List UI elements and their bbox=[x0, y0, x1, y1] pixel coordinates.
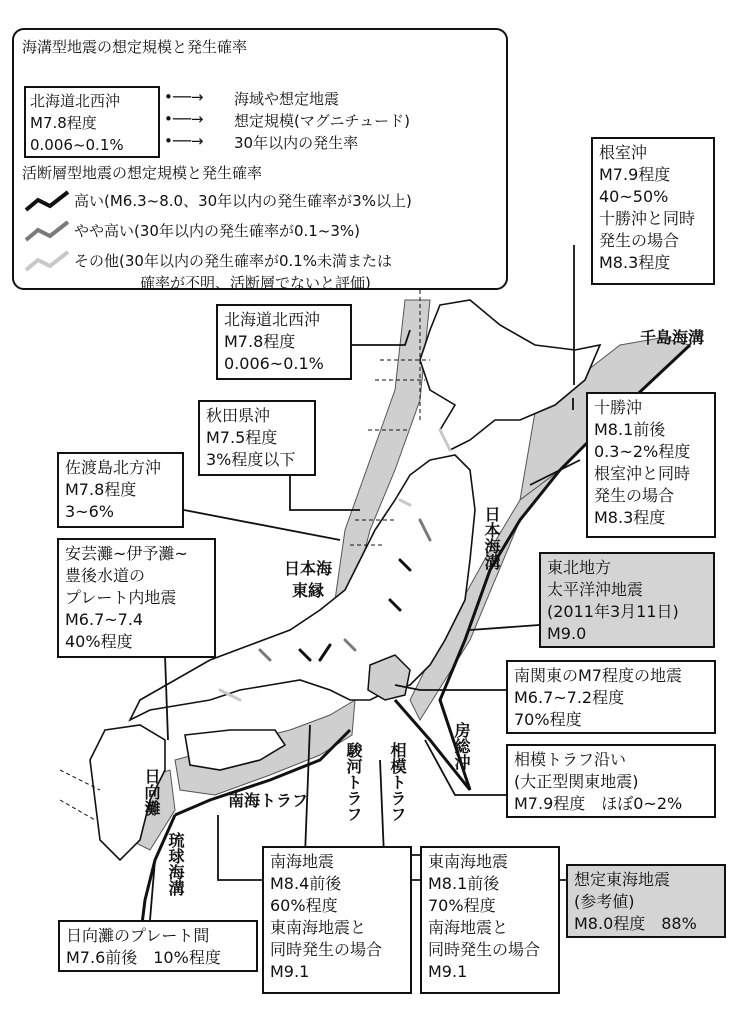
label-hyuga-nada: 日向灘 bbox=[142, 768, 161, 816]
callout-akita bbox=[198, 400, 316, 476]
nemuro-line-2: M7.9程度 bbox=[599, 165, 671, 184]
minami-kanto-line-3: 70%程度 bbox=[514, 710, 582, 729]
hokkaido-nw-line-3: 0.006~0.1% bbox=[224, 354, 324, 373]
swatch-other bbox=[26, 252, 68, 270]
tokai-line-1: 想定東海地震 bbox=[574, 870, 671, 889]
label-japan-trench: 日本海溝 bbox=[482, 506, 501, 570]
legend-meaning-area: 海域や想定地震 bbox=[234, 90, 340, 108]
callout-nemuro bbox=[591, 137, 715, 285]
legend-cat-other-1: その他(30年以内の発生確率が0.1%未満または bbox=[74, 252, 393, 270]
callout-tokachi bbox=[586, 392, 716, 538]
label-japan-sea-margin-1: 日本海 bbox=[284, 559, 333, 578]
callout-minami-kanto bbox=[506, 660, 716, 734]
minami-kanto-line-1: 南関東のM7程度の地震 bbox=[514, 666, 682, 685]
legend-sample-box bbox=[24, 86, 160, 158]
aki-line-2: 豊後水道の bbox=[65, 566, 146, 585]
tonankai-line-4: 南海地震と bbox=[428, 918, 509, 937]
label-nankai-trough: 南海トラフ bbox=[228, 791, 309, 810]
swatch-high bbox=[26, 192, 68, 210]
hokkaido-nw-line-1: 北海道北西沖 bbox=[224, 310, 321, 329]
tonankai-line-6: M9.1 bbox=[428, 962, 468, 981]
tohoku-line-1: 東北地方 bbox=[547, 558, 612, 577]
akita-line-2: M7.5程度 bbox=[206, 428, 278, 447]
sagami-line-1: 相模トラフ沿い bbox=[514, 750, 627, 769]
legend-arrow-2: •──→ bbox=[164, 110, 204, 128]
sado-line-1: 佐渡島北方沖 bbox=[65, 458, 162, 477]
label-japan-sea-margin-2: 東縁 bbox=[292, 581, 325, 600]
callout-aki-iyo-bungo bbox=[57, 538, 216, 658]
akita-line-1: 秋田県沖 bbox=[206, 406, 271, 425]
label-ryukyu-trench: 琉球海溝 bbox=[166, 832, 185, 896]
legend-cat-high: 高い(M6.3~8.0、30年以内の発生確率が3%以上) bbox=[74, 192, 412, 210]
tonankai-line-3: 70%程度 bbox=[428, 896, 496, 915]
nankai-line-3: 60%程度 bbox=[270, 896, 338, 915]
hyuga-line-1: 日向灘のプレート間 bbox=[66, 926, 210, 945]
nankai-line-1: 南海地震 bbox=[270, 852, 335, 871]
callout-hokkaido-northwest bbox=[216, 304, 352, 380]
nemuro-line-6: M8.3程度 bbox=[599, 253, 671, 272]
tonankai-line-1: 東南海地震 bbox=[428, 852, 509, 871]
aki-line-1: 安芸灘~伊予灘~ bbox=[65, 544, 188, 563]
tokachi-line-5: 発生の場合 bbox=[594, 486, 675, 505]
nemuro-line-4: 十勝沖と同時 bbox=[599, 209, 696, 228]
swatch-mid bbox=[26, 222, 68, 240]
callout-nankai bbox=[262, 846, 412, 994]
nankai-line-2: M8.4前後 bbox=[270, 874, 342, 893]
nankai-line-5: 同時発生の場合 bbox=[270, 940, 383, 959]
tokachi-line-3: 0.3~2%程度 bbox=[594, 442, 691, 461]
aki-line-4: M6.7~7.4 bbox=[65, 610, 144, 629]
legend-title-fault: 活断層型地震の想定規模と発生確率 bbox=[22, 164, 263, 182]
legend-panel bbox=[12, 28, 508, 290]
legend-meaning-magnitude: 想定規模(マグニチュード) bbox=[234, 112, 410, 130]
tonankai-line-5: 同時発生の場合 bbox=[428, 940, 541, 959]
sagami-line-3: M7.9程度 ほぼ0~2% bbox=[514, 794, 683, 813]
tohoku-line-4: M9.0 bbox=[547, 624, 587, 643]
sado-line-2: M7.8程度 bbox=[65, 480, 137, 499]
legend-cat-mid: やや高い(30年以内の発生確率が0.1~3%) bbox=[74, 222, 361, 240]
tokachi-line-6: M8.3程度 bbox=[594, 508, 666, 527]
label-suruga-trough: 駿河トラフ bbox=[344, 742, 363, 822]
tohoku-line-3: (2011年3月11日) bbox=[547, 602, 679, 621]
callout-sado bbox=[57, 452, 184, 528]
tonankai-line-2: M8.1前後 bbox=[428, 874, 500, 893]
legend-cat-other-2: 確率が不明、活断層でないと評価) bbox=[140, 274, 371, 292]
callout-tokai bbox=[566, 864, 726, 938]
callout-tohoku-pacific bbox=[539, 552, 715, 648]
callout-tonankai bbox=[420, 846, 560, 994]
akita-line-3: 3%程度以下 bbox=[206, 450, 296, 469]
tokachi-line-2: M8.1前後 bbox=[594, 420, 666, 439]
tokachi-line-1: 十勝沖 bbox=[594, 398, 643, 417]
hyuga-line-2: M7.6前後 10%程度 bbox=[66, 948, 221, 967]
tokai-line-2: (参考値) bbox=[574, 892, 635, 911]
legend-sample-magnitude: M7.8程度 bbox=[30, 114, 97, 132]
callout-sagami-trough bbox=[506, 744, 716, 818]
legend-meaning-probability: 30年以内の発生率 bbox=[234, 134, 359, 152]
legend-sample-probability: 0.006~0.1% bbox=[30, 136, 124, 154]
legend-fault-swatches bbox=[24, 188, 72, 278]
hokkaido-nw-line-2: M7.8程度 bbox=[224, 332, 296, 351]
nankai-line-4: 東南海地震と bbox=[270, 918, 367, 937]
aki-line-5: 40%程度 bbox=[65, 632, 133, 651]
sado-line-3: 3~6% bbox=[65, 502, 114, 521]
nemuro-line-5: 発生の場合 bbox=[599, 231, 680, 250]
nemuro-line-1: 根室沖 bbox=[599, 143, 648, 162]
callout-hyuga-nada bbox=[58, 920, 258, 972]
tokachi-line-4: 根室沖と同時 bbox=[594, 464, 691, 483]
minami-kanto-line-2: M6.7~7.2程度 bbox=[514, 688, 625, 707]
tokai-line-3: M8.0程度 88% bbox=[574, 914, 697, 933]
tohoku-line-2: 太平洋沖地震 bbox=[547, 580, 644, 599]
legend-arrow-1: •──→ bbox=[164, 88, 204, 106]
legend-arrow-3: •──→ bbox=[164, 132, 204, 150]
aki-line-3: プレート内地震 bbox=[65, 588, 177, 607]
legend-title-trench: 海溝型地震の想定規模と発生確率 bbox=[22, 38, 248, 56]
label-sagami-trough: 相模トラフ bbox=[388, 742, 407, 822]
label-boso: 房総沖 bbox=[452, 722, 471, 770]
nankai-line-6: M9.1 bbox=[270, 962, 310, 981]
sagami-line-2: (大正型関東地震) bbox=[514, 772, 639, 791]
legend-sample-area: 北海道北西沖 bbox=[30, 92, 121, 110]
label-kuril-trench: 千島海溝 bbox=[640, 328, 705, 347]
nemuro-line-3: 40~50% bbox=[599, 187, 669, 206]
